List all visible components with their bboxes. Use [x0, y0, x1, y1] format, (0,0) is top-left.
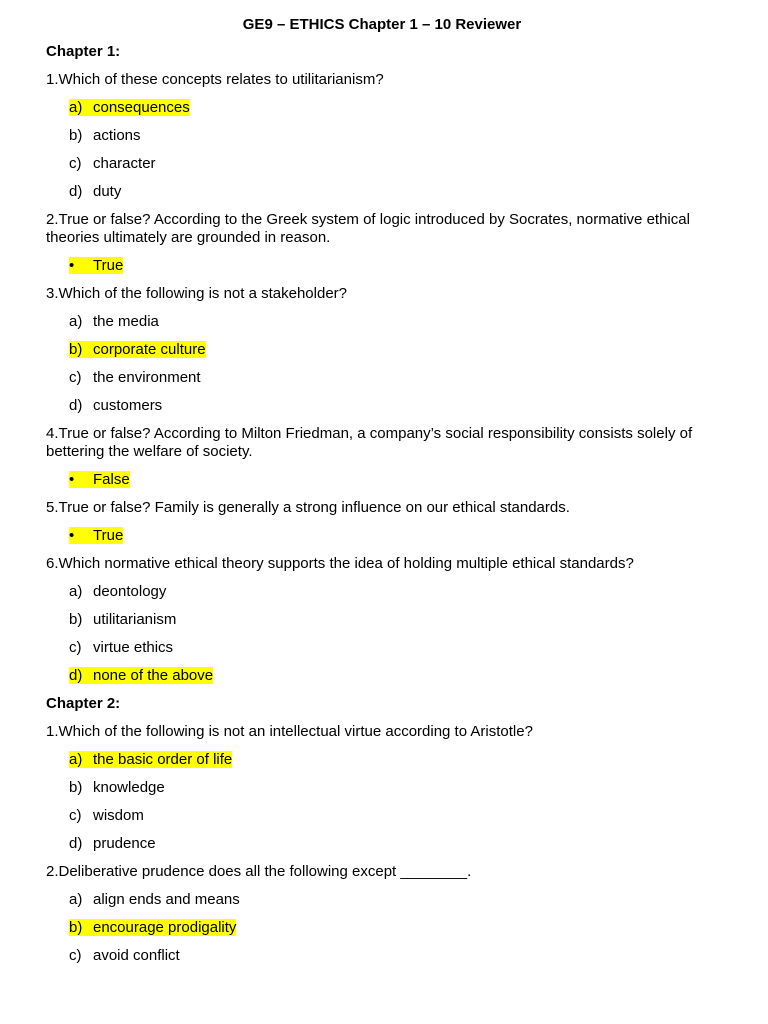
option-item	[46, 583, 718, 601]
question-text: 1.Which of these concepts relates to utilitarianism?	[46, 71, 384, 88]
highlighted-answer	[69, 919, 236, 936]
document-title: GE9 – ETHICS Chapter 1 – 10 Reviewer	[242, 16, 522, 33]
option-text: virtue ethics	[93, 639, 174, 656]
option-list	[46, 583, 718, 685]
option-letter: c)	[69, 369, 82, 386]
option-item	[46, 779, 718, 797]
option-item	[46, 397, 718, 415]
question-text: 4.True or false? According to Milton Friedman, a company’s social responsibility consists solely of bettering the welfare of society.	[46, 425, 693, 460]
highlighted-answer	[69, 99, 190, 116]
option-text: avoid conflict	[93, 947, 180, 964]
highlighted-answer	[69, 341, 206, 358]
question-text: 3.Which of the following is not a stakeholder?	[46, 285, 348, 302]
option-letter: b)	[69, 611, 83, 628]
chapter-heading: Chapter 2:	[46, 695, 121, 712]
option-item	[46, 99, 718, 117]
answer-text: True	[93, 257, 124, 274]
option-content	[69, 583, 166, 600]
answer-text: False	[93, 471, 130, 488]
option-text: wisdom	[93, 807, 144, 824]
chapter-heading: Chapter 1:	[46, 43, 121, 60]
option-text: prudence	[93, 835, 156, 852]
option-letter: d)	[69, 183, 83, 200]
option-letter: c)	[69, 947, 82, 964]
option-item	[46, 947, 718, 965]
option-letter: a)	[69, 891, 83, 908]
option-text: consequences	[93, 99, 190, 116]
option-list	[46, 99, 718, 201]
question-text: 1.Which of the following is not an intellectual virtue according to Aristotle?	[46, 723, 533, 740]
option-item	[46, 751, 718, 769]
option-item	[46, 183, 718, 201]
option-letter: a)	[69, 751, 83, 768]
option-text: the environment	[93, 369, 201, 386]
highlighted-answer	[69, 667, 213, 684]
option-item	[46, 313, 718, 331]
option-item	[46, 639, 718, 657]
option-content	[69, 183, 121, 200]
bullet-icon: •	[69, 527, 75, 544]
bullet-icon: •	[69, 257, 75, 274]
option-letter: b)	[69, 919, 83, 936]
option-content	[69, 155, 156, 172]
highlighted-answer	[69, 527, 123, 544]
option-letter: b)	[69, 127, 83, 144]
option-text: deontology	[93, 583, 167, 600]
option-item	[46, 155, 718, 173]
option-content	[69, 891, 240, 908]
option-item	[46, 835, 718, 853]
option-content	[69, 127, 141, 144]
option-letter: d)	[69, 397, 83, 414]
option-letter: b)	[69, 341, 83, 358]
option-content	[69, 835, 156, 852]
option-list	[46, 891, 718, 965]
option-letter: a)	[69, 583, 83, 600]
answer-text: True	[93, 527, 124, 544]
option-item	[46, 667, 718, 685]
bullet-icon: •	[69, 471, 75, 488]
question-text: 2.Deliberative prudence does all the following except ________.	[46, 863, 472, 880]
option-list	[46, 751, 718, 853]
option-letter: c)	[69, 639, 82, 656]
option-content	[69, 779, 165, 796]
option-content	[69, 611, 176, 628]
option-letter: d)	[69, 667, 83, 684]
option-item	[46, 919, 718, 937]
answer-item	[46, 471, 718, 489]
highlighted-answer	[69, 257, 123, 274]
answer-item	[46, 257, 718, 275]
option-text: align ends and means	[93, 891, 240, 908]
option-letter: a)	[69, 313, 83, 330]
option-text: the media	[93, 313, 159, 330]
highlighted-answer	[69, 751, 232, 768]
option-text: none of the above	[93, 667, 214, 684]
option-item	[46, 369, 718, 387]
option-item	[46, 127, 718, 145]
option-content	[69, 807, 144, 824]
option-content	[69, 947, 180, 964]
option-content	[69, 397, 162, 414]
option-content	[69, 313, 159, 330]
option-letter: c)	[69, 807, 82, 824]
option-content	[69, 369, 201, 386]
option-letter: d)	[69, 835, 83, 852]
question-text: 2.True or false? According to the Greek system of logic introduced by Socrates, normative ethical theories ultimately are grounded in reason.	[46, 211, 690, 246]
option-text: corporate culture	[93, 341, 206, 358]
answer-item	[46, 527, 718, 545]
highlighted-answer	[69, 471, 130, 488]
document-content	[46, 43, 718, 965]
option-item	[46, 341, 718, 359]
option-item	[46, 891, 718, 909]
option-letter: c)	[69, 155, 82, 172]
option-text: actions	[93, 127, 141, 144]
option-content	[69, 639, 173, 656]
option-text: encourage prodigality	[93, 919, 237, 936]
option-text: knowledge	[93, 779, 165, 796]
option-text: character	[93, 155, 156, 172]
question-text: 6.Which normative ethical theory supports the idea of holding multiple ethical standards?	[46, 555, 634, 572]
option-item	[46, 611, 718, 629]
question-text: 5.True or false? Family is generally a strong influence on our ethical standards.	[46, 499, 570, 516]
option-text: customers	[93, 397, 163, 414]
option-item	[46, 807, 718, 825]
option-text: duty	[93, 183, 122, 200]
option-text: the basic order of life	[93, 751, 233, 768]
option-text: utilitarianism	[93, 611, 177, 628]
option-list	[46, 313, 718, 415]
option-letter: a)	[69, 99, 83, 116]
option-letter: b)	[69, 779, 83, 796]
